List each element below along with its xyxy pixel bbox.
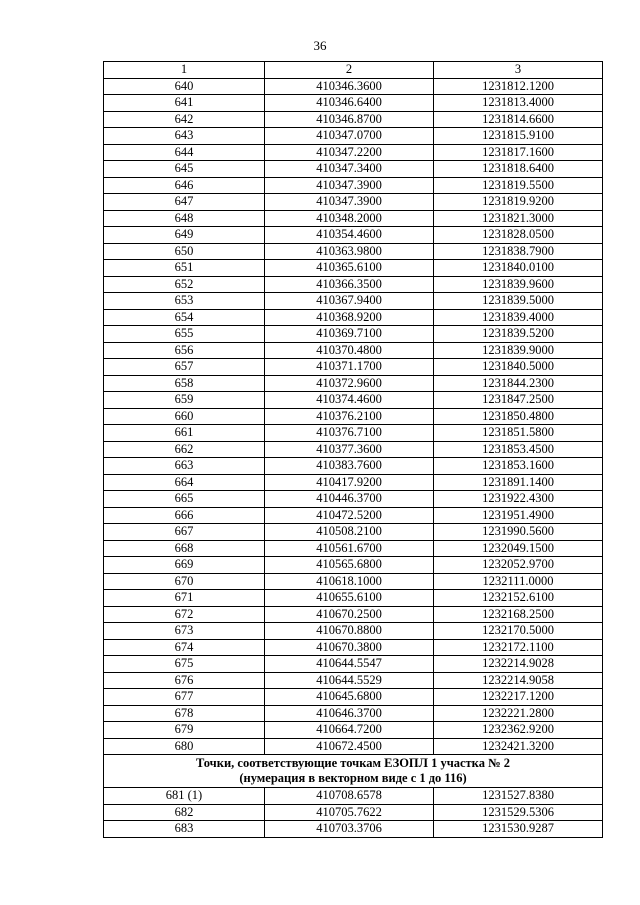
table-cell-col3: 1231853.1600 bbox=[434, 458, 603, 475]
table-body-part2 bbox=[104, 788, 603, 838]
table-cell-col2: 410383.7600 bbox=[265, 458, 434, 475]
table-cell-col3: 1232170.5000 bbox=[434, 623, 603, 640]
table-cell-col1: 666 bbox=[104, 507, 265, 524]
coordinates-table bbox=[103, 61, 603, 838]
table-cell-col2: 410377.3600 bbox=[265, 441, 434, 458]
header-cell-col3: 3 bbox=[434, 62, 603, 79]
table-cell-col1: 641 bbox=[104, 95, 265, 112]
table-cell-col1: 677 bbox=[104, 689, 265, 706]
table-cell-col3: 1232217.1200 bbox=[434, 689, 603, 706]
page-number: 36 bbox=[313, 38, 327, 53]
table-cell-col3: 1231840.5000 bbox=[434, 359, 603, 376]
table-cell-col2: 410346.6400 bbox=[265, 95, 434, 112]
table-row bbox=[104, 507, 603, 524]
table-cell-col1: 678 bbox=[104, 705, 265, 722]
table-row bbox=[104, 672, 603, 689]
header-cell-col1: 1 bbox=[104, 62, 265, 79]
table-cell-col1: 682 bbox=[104, 804, 265, 821]
table-cell-col2: 410645.6800 bbox=[265, 689, 434, 706]
table-cell-col2: 410367.9400 bbox=[265, 293, 434, 310]
table-row bbox=[104, 524, 603, 541]
table-cell-col1: 653 bbox=[104, 293, 265, 310]
table-cell-col1: 645 bbox=[104, 161, 265, 178]
table-cell-col3: 1232049.1500 bbox=[434, 540, 603, 557]
table-cell-col1: 665 bbox=[104, 491, 265, 508]
table-cell-col3: 1231847.2500 bbox=[434, 392, 603, 409]
table-cell-col3: 1231839.5200 bbox=[434, 326, 603, 343]
table-cell-col3: 1231922.4300 bbox=[434, 491, 603, 508]
table-cell-col3: 1231813.4000 bbox=[434, 95, 603, 112]
table-cell-col3: 1232168.2500 bbox=[434, 606, 603, 623]
section-title-line1: Точки, соответствующие точкам ЕЗОПЛ 1 участка № 2 bbox=[195, 755, 511, 770]
table-cell-col3: 1231530.9287 bbox=[434, 821, 603, 838]
table-cell-col3: 1231818.6400 bbox=[434, 161, 603, 178]
table-cell-col2: 410670.8800 bbox=[265, 623, 434, 640]
table-cell-col3: 1231821.3000 bbox=[434, 210, 603, 227]
table-row bbox=[104, 309, 603, 326]
table-row bbox=[104, 474, 603, 491]
table-row bbox=[104, 227, 603, 244]
table-row bbox=[104, 144, 603, 161]
section-title-cell bbox=[104, 755, 603, 788]
table-row bbox=[104, 243, 603, 260]
table-cell-col1: 662 bbox=[104, 441, 265, 458]
table-cell-col1: 663 bbox=[104, 458, 265, 475]
table-row bbox=[104, 804, 603, 821]
table-cell-col1: 651 bbox=[104, 260, 265, 277]
table-cell-col2: 410672.4500 bbox=[265, 738, 434, 755]
table-row bbox=[104, 375, 603, 392]
table-cell-col3: 1232421.3200 bbox=[434, 738, 603, 755]
table-cell-col2: 410644.5547 bbox=[265, 656, 434, 673]
table-cell-col1: 656 bbox=[104, 342, 265, 359]
table-cell-col1: 657 bbox=[104, 359, 265, 376]
table-cell-col1: 643 bbox=[104, 128, 265, 145]
table-cell-col2: 410646.3700 bbox=[265, 705, 434, 722]
table-cell-col3: 1231828.0500 bbox=[434, 227, 603, 244]
table-row bbox=[104, 111, 603, 128]
table-cell-col2: 410376.7100 bbox=[265, 425, 434, 442]
table-cell-col3: 1232111.0000 bbox=[434, 573, 603, 590]
table-row bbox=[104, 639, 603, 656]
table-cell-col1: 654 bbox=[104, 309, 265, 326]
table-cell-col3: 1232152.6100 bbox=[434, 590, 603, 607]
table-cell-col2: 410508.2100 bbox=[265, 524, 434, 541]
table-cell-col3: 1232052.9700 bbox=[434, 557, 603, 574]
table-cell-col1: 650 bbox=[104, 243, 265, 260]
table-cell-col1: 652 bbox=[104, 276, 265, 293]
table-cell-col1: 655 bbox=[104, 326, 265, 343]
table-row bbox=[104, 78, 603, 95]
table-cell-col2: 410370.4800 bbox=[265, 342, 434, 359]
table-header-row bbox=[104, 62, 603, 79]
table-cell-col1: 664 bbox=[104, 474, 265, 491]
table-cell-col2: 410369.7100 bbox=[265, 326, 434, 343]
table-cell-col3: 1231819.5500 bbox=[434, 177, 603, 194]
table-row bbox=[104, 128, 603, 145]
table-cell-col2: 410347.0700 bbox=[265, 128, 434, 145]
table-row bbox=[104, 425, 603, 442]
table-cell-col1: 673 bbox=[104, 623, 265, 640]
table-cell-col1: 644 bbox=[104, 144, 265, 161]
table-cell-col3: 1231851.5800 bbox=[434, 425, 603, 442]
table-cell-col3: 1232214.9058 bbox=[434, 672, 603, 689]
table-row bbox=[104, 276, 603, 293]
table-row bbox=[104, 557, 603, 574]
table-row bbox=[104, 210, 603, 227]
table-cell-col3: 1231817.1600 bbox=[434, 144, 603, 161]
table-cell-col2: 410664.7200 bbox=[265, 722, 434, 739]
table-cell-col1: 658 bbox=[104, 375, 265, 392]
table-cell-col1: 646 bbox=[104, 177, 265, 194]
table-row bbox=[104, 606, 603, 623]
table-row bbox=[104, 441, 603, 458]
table-cell-col3: 1231839.4000 bbox=[434, 309, 603, 326]
table-cell-col2: 410472.5200 bbox=[265, 507, 434, 524]
table-cell-col3: 1231891.1400 bbox=[434, 474, 603, 491]
table-cell-col3: 1231527.8380 bbox=[434, 788, 603, 805]
table-cell-col2: 410374.4600 bbox=[265, 392, 434, 409]
table-row bbox=[104, 788, 603, 805]
table-cell-col3: 1231840.0100 bbox=[434, 260, 603, 277]
table-row bbox=[104, 705, 603, 722]
table-cell-col3: 1231812.1200 bbox=[434, 78, 603, 95]
table-row bbox=[104, 260, 603, 277]
table-cell-col2: 410565.6800 bbox=[265, 557, 434, 574]
table-cell-col1: 669 bbox=[104, 557, 265, 574]
table-cell-col2: 410347.3900 bbox=[265, 177, 434, 194]
table-row bbox=[104, 821, 603, 838]
table-cell-col2: 410376.2100 bbox=[265, 408, 434, 425]
table-row bbox=[104, 293, 603, 310]
table-cell-col2: 410417.9200 bbox=[265, 474, 434, 491]
table-row bbox=[104, 656, 603, 673]
table-cell-col3: 1231839.9600 bbox=[434, 276, 603, 293]
header-cell-col2: 2 bbox=[265, 62, 434, 79]
table-cell-col1: 681 (1) bbox=[104, 788, 265, 805]
table-cell-col3: 1231853.4500 bbox=[434, 441, 603, 458]
table-cell-col2: 410354.4600 bbox=[265, 227, 434, 244]
table-row bbox=[104, 573, 603, 590]
table-body-part1 bbox=[104, 78, 603, 755]
table-row bbox=[104, 590, 603, 607]
table-cell-col2: 410670.3800 bbox=[265, 639, 434, 656]
table-cell-col3: 1231529.5306 bbox=[434, 804, 603, 821]
table-cell-col3: 1232362.9200 bbox=[434, 722, 603, 739]
table-cell-col2: 410705.7622 bbox=[265, 804, 434, 821]
table-cell-col2: 410655.6100 bbox=[265, 590, 434, 607]
table-row bbox=[104, 392, 603, 409]
table-cell-col2: 410346.8700 bbox=[265, 111, 434, 128]
table-row bbox=[104, 161, 603, 178]
table-cell-col1: 648 bbox=[104, 210, 265, 227]
table-cell-col2: 410366.3500 bbox=[265, 276, 434, 293]
table-row bbox=[104, 689, 603, 706]
table-cell-col2: 410371.1700 bbox=[265, 359, 434, 376]
table-cell-col3: 1231990.5600 bbox=[434, 524, 603, 541]
table-cell-col3: 1232221.2800 bbox=[434, 705, 603, 722]
table-cell-col1: 661 bbox=[104, 425, 265, 442]
table-row bbox=[104, 722, 603, 739]
table-cell-col2: 410670.2500 bbox=[265, 606, 434, 623]
table-cell-col1: 674 bbox=[104, 639, 265, 656]
table-cell-col1: 647 bbox=[104, 194, 265, 211]
table-cell-col3: 1232172.1100 bbox=[434, 639, 603, 656]
table-section bbox=[104, 755, 603, 788]
table-row bbox=[104, 177, 603, 194]
table-cell-col2: 410372.9600 bbox=[265, 375, 434, 392]
table-cell-col1: 670 bbox=[104, 573, 265, 590]
table-cell-col1: 683 bbox=[104, 821, 265, 838]
table-cell-col3: 1232214.9028 bbox=[434, 656, 603, 673]
table-cell-col1: 675 bbox=[104, 656, 265, 673]
table-cell-col1: 676 bbox=[104, 672, 265, 689]
table-cell-col1: 668 bbox=[104, 540, 265, 557]
table-cell-col3: 1231951.4900 bbox=[434, 507, 603, 524]
table-cell-col3: 1231815.9100 bbox=[434, 128, 603, 145]
section-title-line2: (нумерация в векторном виде с 1 до 116) bbox=[239, 771, 467, 785]
table-cell-col2: 410347.3400 bbox=[265, 161, 434, 178]
table-cell-col3: 1231850.4800 bbox=[434, 408, 603, 425]
table-cell-col2: 410618.1000 bbox=[265, 573, 434, 590]
table-cell-col2: 410347.2200 bbox=[265, 144, 434, 161]
table-row bbox=[104, 326, 603, 343]
table-cell-col2: 410346.3600 bbox=[265, 78, 434, 95]
table-row bbox=[104, 458, 603, 475]
table-cell-col3: 1231839.5000 bbox=[434, 293, 603, 310]
table-cell-col1: 671 bbox=[104, 590, 265, 607]
table-cell-col2: 410561.6700 bbox=[265, 540, 434, 557]
table-cell-col3: 1231838.7900 bbox=[434, 243, 603, 260]
table-row bbox=[104, 540, 603, 557]
table-cell-col1: 660 bbox=[104, 408, 265, 425]
table-cell-col1: 642 bbox=[104, 111, 265, 128]
table-row bbox=[104, 491, 603, 508]
table-row bbox=[104, 359, 603, 376]
table-row bbox=[104, 623, 603, 640]
table-cell-col3: 1231819.9200 bbox=[434, 194, 603, 211]
table-cell-col2: 410708.6578 bbox=[265, 788, 434, 805]
table-cell-col2: 410446.3700 bbox=[265, 491, 434, 508]
table-cell-col3: 1231839.9000 bbox=[434, 342, 603, 359]
section-title-row bbox=[104, 755, 603, 788]
table-row bbox=[104, 738, 603, 755]
table-cell-col3: 1231814.6600 bbox=[434, 111, 603, 128]
table-cell-col2: 410644.5529 bbox=[265, 672, 434, 689]
table-cell-col1: 667 bbox=[104, 524, 265, 541]
table-cell-col2: 410363.9800 bbox=[265, 243, 434, 260]
table-cell-col1: 659 bbox=[104, 392, 265, 409]
table-cell-col1: 640 bbox=[104, 78, 265, 95]
table-cell-col2: 410347.3900 bbox=[265, 194, 434, 211]
table-row bbox=[104, 194, 603, 211]
table-cell-col3: 1231844.2300 bbox=[434, 375, 603, 392]
table-cell-col1: 679 bbox=[104, 722, 265, 739]
table-row bbox=[104, 342, 603, 359]
table-row bbox=[104, 408, 603, 425]
table-cell-col1: 680 bbox=[104, 738, 265, 755]
table-row bbox=[104, 95, 603, 112]
table-cell-col1: 649 bbox=[104, 227, 265, 244]
table-cell-col2: 410703.3706 bbox=[265, 821, 434, 838]
table-cell-col2: 410365.6100 bbox=[265, 260, 434, 277]
table-cell-col2: 410348.2000 bbox=[265, 210, 434, 227]
table-cell-col1: 672 bbox=[104, 606, 265, 623]
table-cell-col2: 410368.9200 bbox=[265, 309, 434, 326]
